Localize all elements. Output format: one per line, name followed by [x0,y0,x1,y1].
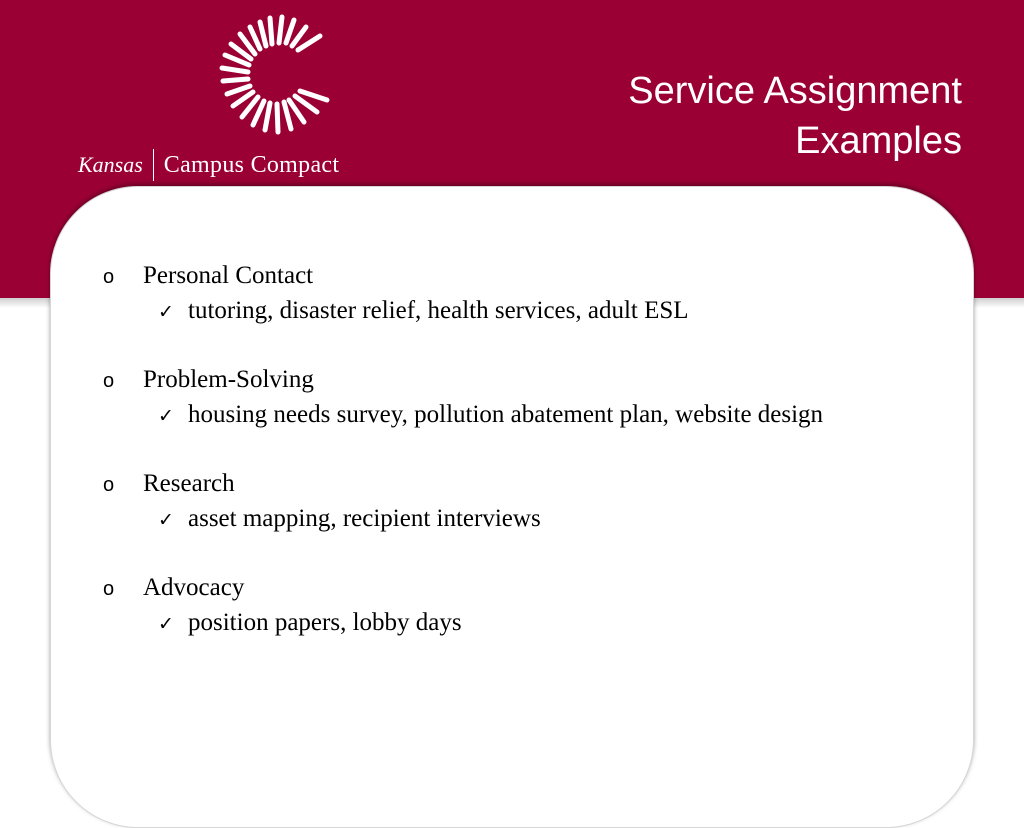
title-line-1: Service Assignment [628,70,962,112]
item-heading: Research [143,470,235,497]
slide-title [628,66,962,166]
list-item [103,364,893,432]
checkmark-icon: ✓ [158,405,174,427]
logo-name: Campus Compact [163,151,340,178]
title-line-2: Examples [795,120,962,162]
logo-wordmark [78,148,339,182]
logo-region: Kansas [78,152,143,177]
item-heading: Personal Contact [143,262,314,289]
item-heading: Problem-Solving [143,366,314,393]
circle-bullet-icon: o [103,370,115,392]
item-examples: tutoring, disaster relief, health services, adult ESL [188,297,689,324]
list-item [103,468,893,536]
item-examples: asset mapping, recipient interviews [188,505,541,532]
kansas-campus-compact-logo [78,12,388,187]
checkmark-icon: ✓ [158,509,174,531]
assignment-list [103,260,893,676]
circle-bullet-icon: o [103,266,115,288]
sunburst-logo-icon [216,12,336,140]
circle-bullet-icon: o [103,578,115,600]
item-examples: position papers, lobby days [188,609,462,636]
logo-divider [153,149,154,181]
list-item [103,572,893,640]
list-item [103,260,893,328]
checkmark-icon: ✓ [158,613,174,635]
item-heading: Advocacy [143,574,245,601]
circle-bullet-icon: o [103,474,115,496]
item-examples: housing needs survey, pollution abatement plan, website design [188,401,824,428]
checkmark-icon: ✓ [158,301,174,323]
